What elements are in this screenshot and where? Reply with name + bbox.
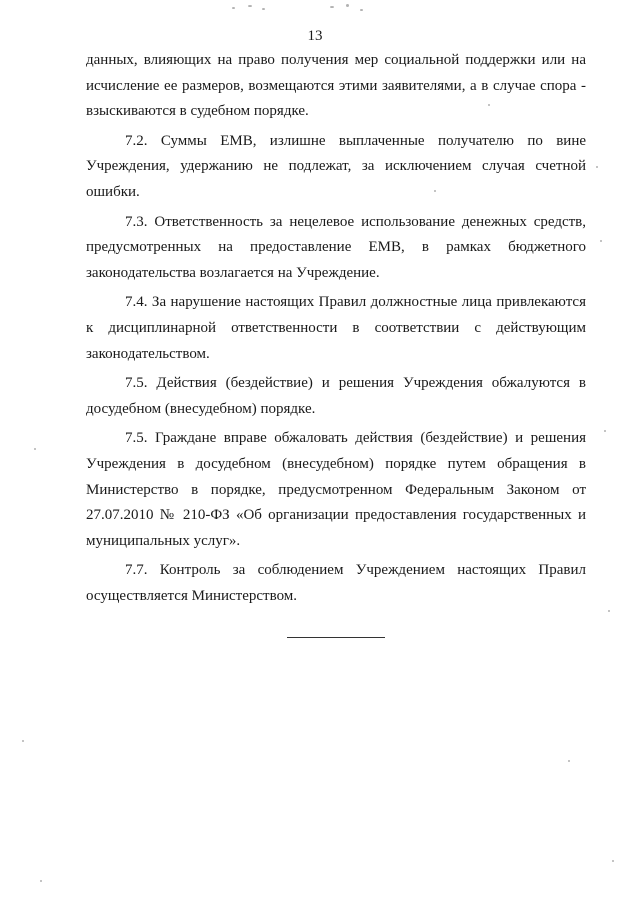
document-body <box>86 48 586 613</box>
scan-speck <box>596 166 598 168</box>
scan-speck <box>434 190 436 192</box>
scan-speck <box>330 6 334 8</box>
paragraph-7-5-second: 7.5. Граждане вправе обжаловать действия (бездействие) и решения Учреждения в досудебном (внесудебном) порядке путем обращения в Министерство в порядке, предусмотренном Федеральным Законом от 27.07.2010 № 210-ФЗ «Об организации предоставления государственных и муниципальных услуг». <box>86 430 586 549</box>
paragraph-7-5-first: 7.5. Действия (бездействие) и решения Учреждения обжалуются в досудебном (внесудебном) порядке. <box>86 375 586 417</box>
scan-speck <box>608 610 610 612</box>
paragraph-7-3: 7.3. Ответственность за нецелевое использование денежных средств, предусмотренных на предоставление ЕМВ, в рамках бюджетного законодательства возлагается на Учреждение. <box>86 213 586 281</box>
page-number: 13 <box>307 28 323 44</box>
closing-separator-line <box>287 637 385 638</box>
scan-speck <box>612 860 614 862</box>
scan-speck <box>346 4 349 7</box>
scan-speck <box>232 7 235 9</box>
paragraph-7-7: 7.7. Контроль за соблюдением Учреждением настоящих Правил осуществляется Министерством. <box>86 562 586 604</box>
paragraph-7-2: 7.2. Суммы ЕМВ, излишне выплаченные получателю по вине Учреждения, удержанию не подлежат, за исключением случая счетной ошибки. <box>86 132 586 200</box>
scan-speck <box>488 104 490 106</box>
scan-speck <box>262 8 265 10</box>
scan-speck <box>40 880 42 882</box>
paragraph-7-4: 7.4. За нарушение настоящих Правил должностные лица привлекаются к дисциплинарной ответственности в соответствии с действующим законодательством. <box>86 294 586 362</box>
scan-speck <box>604 430 606 432</box>
scan-speck <box>360 9 363 11</box>
scan-speck <box>600 240 602 242</box>
scan-speck <box>568 760 570 762</box>
scan-speck <box>34 448 36 450</box>
paragraph-continuation: данных, влияющих на право получения мер социальной поддержки или на исчисление ее размеров, возмещаются этими заявителями, а в случае спора - взыскиваются в судебном порядке. <box>86 52 586 120</box>
scan-speck <box>248 5 252 7</box>
scan-speck <box>22 740 24 742</box>
